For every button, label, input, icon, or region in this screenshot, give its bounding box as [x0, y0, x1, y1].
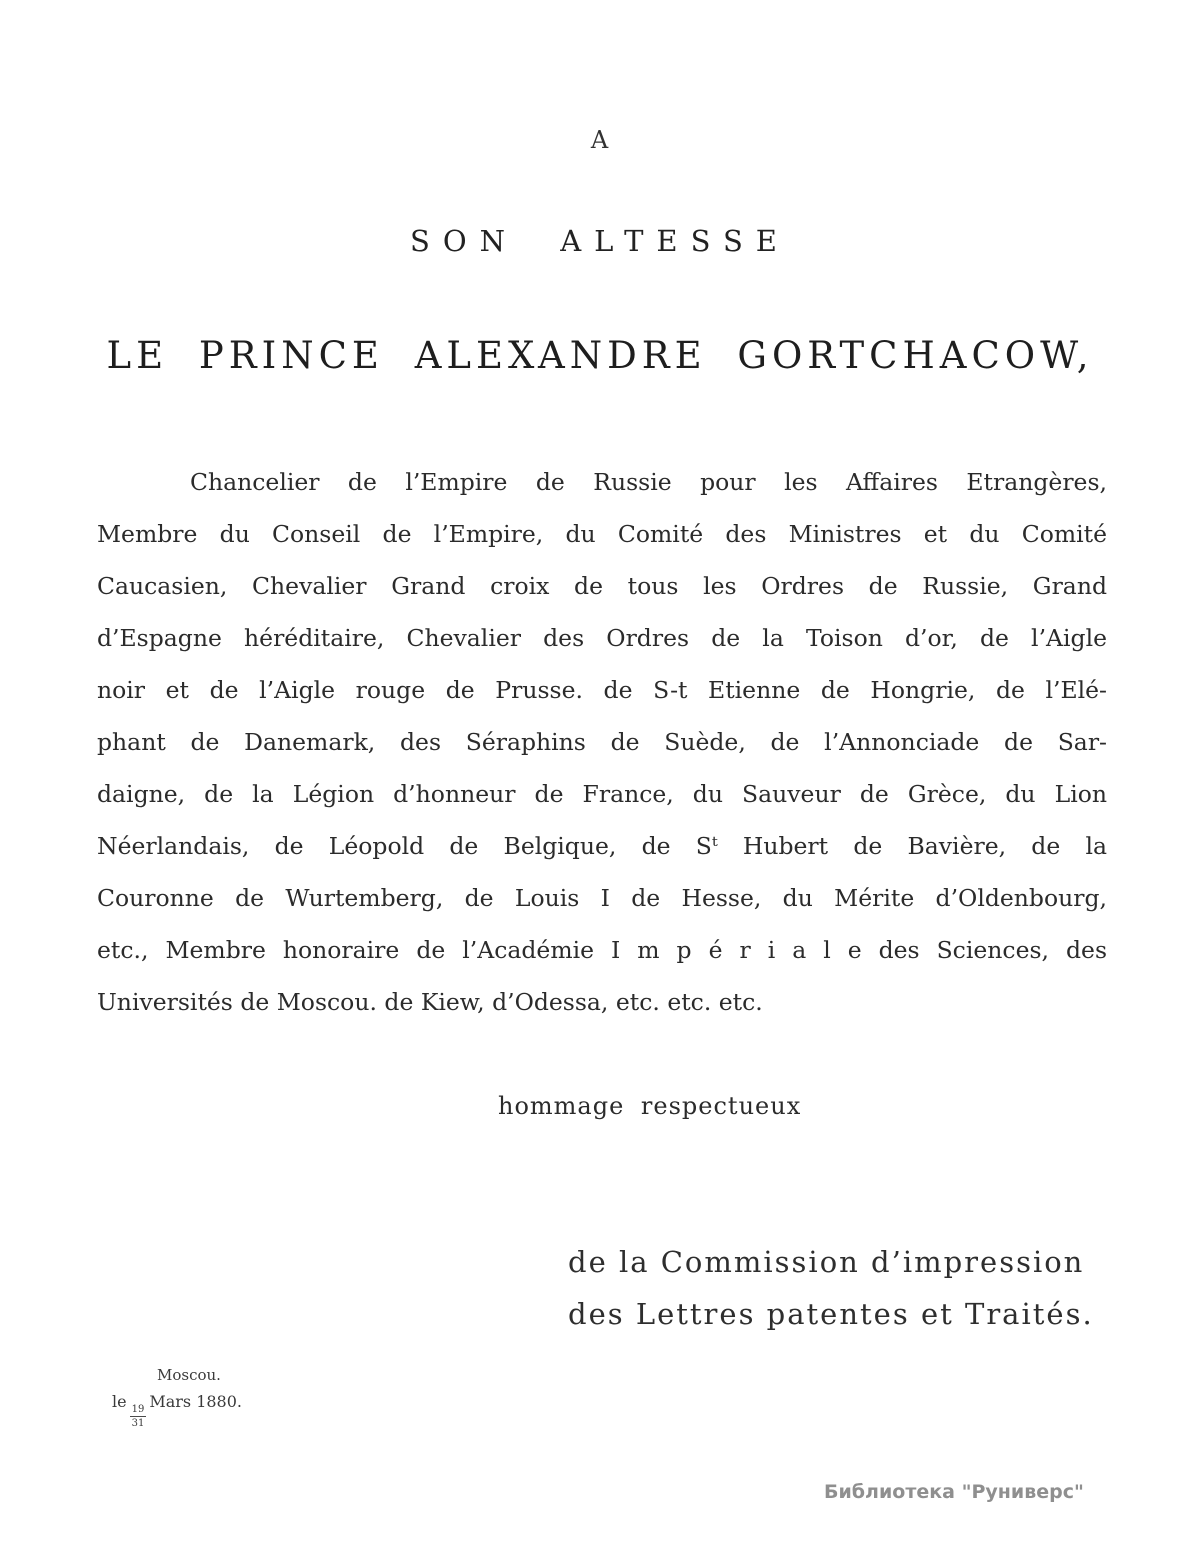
date-fraction-bottom: 31: [131, 1418, 145, 1429]
page-initial: A: [590, 126, 610, 154]
body-line: Chancelier de l’Empire de Russie pour les Affaires Etrangères,: [190, 468, 1107, 496]
body-line: Caucasien, Chevalier Grand croix de tous les Ordres de Russie, Grand: [97, 572, 1107, 600]
body-line: etc., Membre honoraire de l’Académie I m p é r i a l e des Sciences, des: [97, 936, 1107, 964]
date-line: [112, 1392, 242, 1429]
body-line: d’Espagne héréditaire, Chevalier des Ordres de la Toison d’or, de l’Aigle: [97, 624, 1107, 652]
body-line: phant de Danemark, des Séraphins de Suède, de l’Annonciade de Sar-: [97, 728, 1107, 756]
homage-text: hommage respectueux: [498, 1092, 802, 1120]
date-suffix: Mars 1880.: [149, 1392, 242, 1411]
date-fraction-top: 19: [131, 1404, 145, 1415]
honorific-title: SON ALTESSE: [410, 224, 790, 258]
date-prefix: le: [112, 1392, 127, 1411]
commission-line-1: de la Commission d’impression: [568, 1245, 1085, 1279]
recipient-name: LE PRINCE ALEXANDRE GORTCHACOW,: [106, 334, 1094, 377]
dedication-body: [97, 456, 1107, 1028]
body-line: Membre du Conseil de l’Empire, du Comité des Ministres et du Comité: [97, 520, 1107, 548]
body-line: noir et de l’Aigle rouge de Prusse. de S-t Etienne de Hongrie, de l’Elé-: [97, 676, 1107, 704]
place-text: Moscou.: [157, 1366, 221, 1384]
library-watermark: Библиотека "Руниверс": [824, 1481, 1084, 1503]
body-line: Couronne de Wurtemberg, de Louis I de Hesse, du Mérite d’Oldenbourg,: [97, 884, 1107, 912]
commission-line-2: des Lettres patentes et Traités.: [568, 1297, 1094, 1331]
body-line: daigne, de la Légion d’honneur de France, du Sauveur de Grèce, du Lion: [97, 780, 1107, 808]
date-fraction: [130, 1404, 147, 1429]
body-line: Néerlandais, de Léopold de Belgique, de Sᵗ Hubert de Bavière, de la: [97, 832, 1107, 860]
body-line: Universités de Moscou. de Kiew, d’Odessa, etc. etc. etc.: [97, 988, 763, 1016]
commission-signature: [568, 1236, 1094, 1340]
